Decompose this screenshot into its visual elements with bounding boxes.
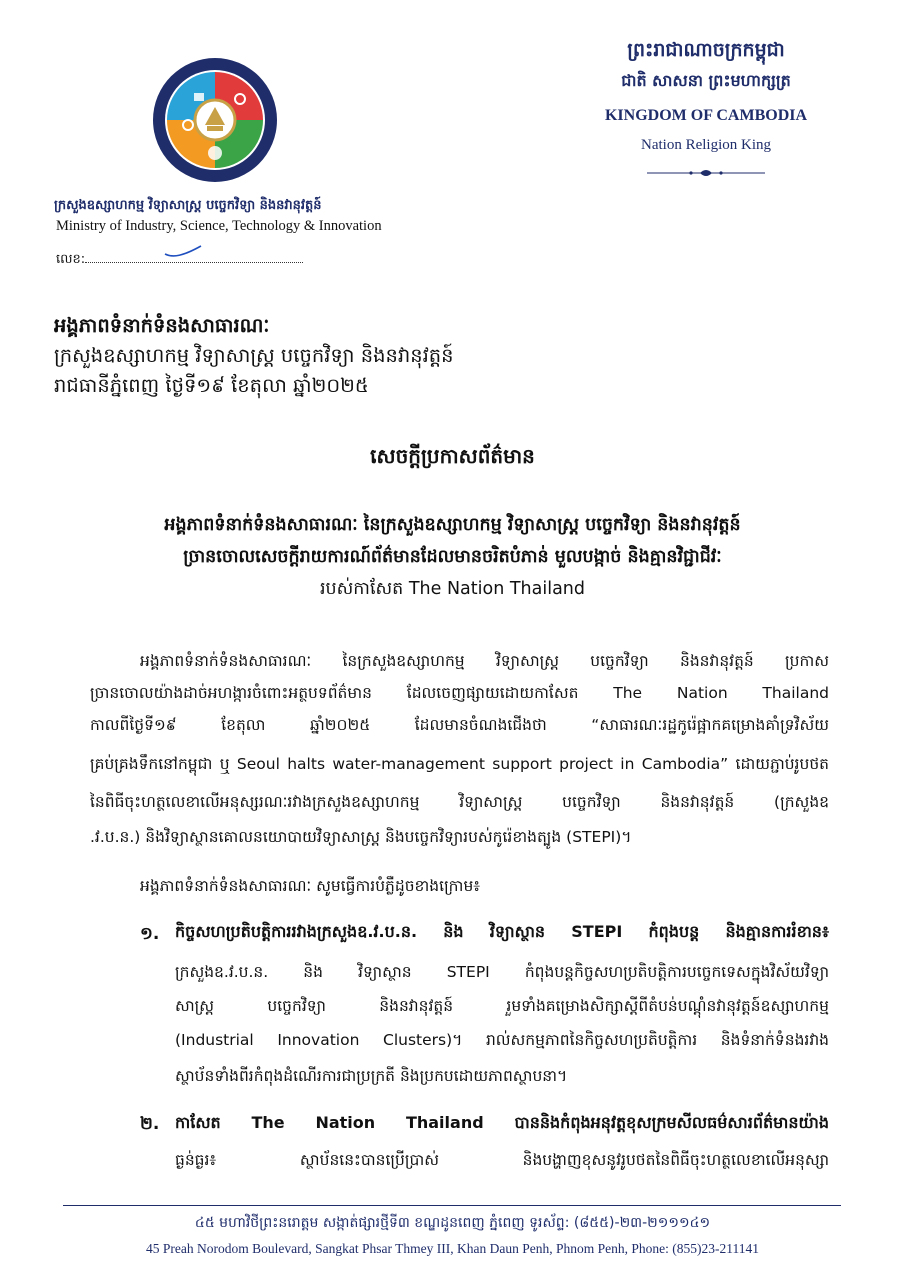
sender-unit: អង្គភាពទំនាក់ទំនងសាធារណៈ xyxy=(54,314,270,337)
body-line: .វ.ប.ន.) និងវិទ្យាស្ថានគោលនយោបាយវិទ្យាសាស្ត្រ និងបច្ចេកវិទ្យារបស់កូរ៉េខាងត្បូង (STEPI)។ xyxy=(90,828,632,846)
list-item-line: សាស្ត្រ បច្ចេកវិទ្យា និងនវានុវត្តន៍ រួមទាំងគម្រោងសិក្សាស្តីពីតំបន់បណ្តុំនវានុវត្តន៍ឧស្សាហកម្ម xyxy=(175,997,829,1015)
footer-divider xyxy=(63,1205,841,1206)
ministry-emblem-icon xyxy=(150,55,280,185)
footer-address-kh: ៤៥ មហាវិថីព្រះនរោត្តម សង្កាត់ផ្សារថ្មីទី៣ ខណ្ឌដូនពេញ ភ្នំពេញ ទូរស័ព្ទ: (៨៥៥)-២៣-២១១១៤១ xyxy=(194,1215,711,1231)
list-item-line: ក្រសួងឧ.វ.ប.ន. និង វិទ្យាស្ថាន STEPI កំពុងបន្តកិច្ចសហប្រតិបត្តិការបច្ចេកទេសក្នុងវិស័យវិទ្យា xyxy=(175,963,829,981)
reference-blank xyxy=(85,250,303,263)
kingdom-name-kh: ព្រះរាជាណាចក្រកម្ពុជា xyxy=(627,39,785,61)
ornament-divider-icon xyxy=(645,164,767,176)
reference-number-line xyxy=(56,250,303,270)
footer-address-en: 45 Preah Norodom Boulevard, Sangkat Phsar Thmey III, Khan Daun Penh, Phnom Penh, Phone: (855)23-211141 xyxy=(146,1241,759,1256)
list-item-line: (Industrial Innovation Clusters)។ រាល់សកម្មភាពនៃកិច្ចសហប្រតិបត្តិការ និងទំនាក់ទំនងរវាង xyxy=(175,1031,829,1049)
sender-ministry: ក្រសួងឧស្សាហកម្ម វិទ្យាសាស្ត្រ បច្ចេកវិទ្យា និងនវានុវត្តន៍ xyxy=(54,344,454,367)
body-line: ច្រានចោលយ៉ាងដាច់អហង្ការចំពោះអត្ថបទព័ត៌មាន ដែលចេញផ្សាយដោយកាសែត The Nation Thailand xyxy=(90,684,829,702)
list-item-line: ធ្ងន់ធ្ងរ៖ ស្ថាប័ននេះបានប្រើប្រាស់ និងបង្ហាញខុសនូវរូបថតនៃពិធីចុះហត្ថលេខាលើអនុស្សា xyxy=(175,1151,829,1169)
national-motto-kh: ជាតិ សាសនា ព្រះមហាក្សត្រ xyxy=(621,71,791,90)
kingdom-name-en: KINGDOM OF CAMBODIA xyxy=(604,107,808,124)
body-line: កាលពីថ្ងៃទី១៩ ខែតុលា ឆ្នាំ២០២៥ ដែលមានចំណងជើងថា “សាធារណៈរដ្ឋកូរ៉េផ្អាកគម្រោងគាំទ្រវិស័យ xyxy=(90,716,829,734)
list-item-line: ស្ថាប័នទាំងពីរកំពុងដំណើរការជាប្រក្រតី និងប្រកបដោយភាពស្ថាបនា។ xyxy=(175,1067,568,1085)
list-item-number: ១. xyxy=(140,924,160,944)
body-line: អង្គភាពទំនាក់ទំនងសាធារណៈ សូមធ្វើការបំភ្លឺដូចខាងក្រោម៖ xyxy=(140,877,481,895)
body-line: គ្រប់គ្រងទឹកនៅកម្ពុជា ឬ Seoul halts water-management support project in Cambodia” ដោយភ្ជាប់រូបថត xyxy=(90,755,829,773)
body-line: នៃពិធីចុះហត្ថលេខាលើអនុស្សរណៈរវាងក្រសួងឧស្សាហកម្ម វិទ្យាសាស្ត្រ បច្ចេកវិទ្យា និងនវានុវត្តន៍ (ក្រសួងឧ xyxy=(90,793,829,811)
list-item-heading: កាសែត The Nation Thailand បាននិងកំពុងអនុវត្តខុសក្រមសីលធម៌សារព័ត៌មានយ៉ាង xyxy=(175,1113,829,1132)
list-item-heading: កិច្ចសហប្រតិបត្តិការរវាងក្រសួងឧ.វ.ប.ន. និង វិទ្យាស្ថាន STEPI កំពុងបន្ត និងគ្មានការរំខាន៖ xyxy=(175,922,829,941)
pen-stroke-icon xyxy=(163,244,203,258)
subtitle-line: ច្រានចោលសេចក្តីរាយការណ៍ព័ត៌មានដែលមានចរិតបំភាន់ មួលបង្កាច់ និងគ្មានវិជ្ជាជីវៈ xyxy=(183,547,722,567)
ministry-name-kh: ក្រសួងឧស្សាហកម្ម វិទ្យាសាស្ត្រ បច្ចេកវិទ្យា និងនវានុវត្តន៍ xyxy=(54,198,322,213)
document-title: សេចក្តីប្រកាសព័ត៌មាន xyxy=(370,444,535,468)
body-line: អង្គភាពទំនាក់ទំនងសាធារណៈ នៃក្រសួងឧស្សាហកម្ម វិទ្យាសាស្ត្រ បច្ចេកវិទ្យា និងនវានុវត្តន៍ ប្រកាស xyxy=(140,652,829,670)
subtitle-line: អង្គភាពទំនាក់ទំនងសាធារណៈ នៃក្រសួងឧស្សាហកម្ម វិទ្យាសាស្ត្រ បច្ចេកវិទ្យា និងនវានុវត្តន៍ xyxy=(164,515,741,535)
sender-date: រាជធានីភ្នំពេញ ថ្ងៃទី១៩ ខែតុលា ឆ្នាំ២០២៥ xyxy=(54,374,369,397)
subtitle-line: របស់កាសែត The Nation Thailand xyxy=(319,579,586,599)
ministry-name-en: Ministry of Industry, Science, Technology & Innovation xyxy=(56,218,382,234)
reference-label: លេខ: xyxy=(56,252,86,267)
national-motto-en: Nation Religion King xyxy=(641,137,771,153)
list-item-number: ២. xyxy=(140,1114,160,1134)
